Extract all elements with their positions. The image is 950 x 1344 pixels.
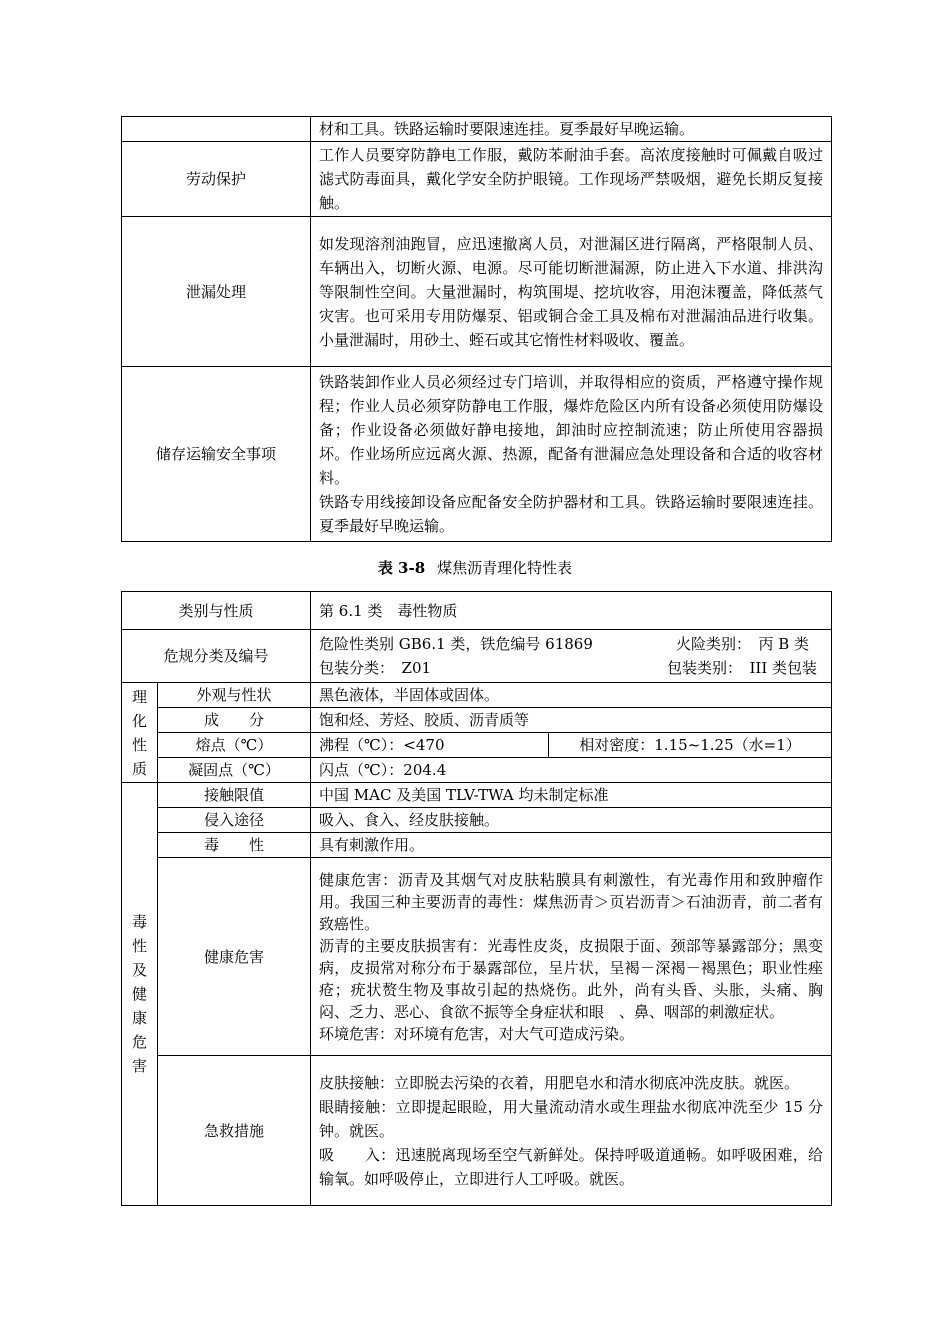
table-coal-tar-pitch (121, 591, 832, 1206)
table-row (122, 217, 832, 367)
table-row (122, 142, 832, 217)
group-char: 化 (131, 711, 147, 730)
group-char: 理 (131, 687, 147, 706)
group-char: 康 (131, 1009, 147, 1027)
route-value: 吸入、食入、经皮肤接触。 (311, 808, 832, 833)
flash-value: 闪点（℃）：204.4 (311, 758, 832, 783)
row-text: 材和工具。铁路运输时要限速连挂。夏季最好早晚运输。 (311, 117, 832, 142)
table-row (122, 783, 832, 808)
paragraph: 沥青的主要皮肤损害有：光毒性皮炎，皮损限于面、颈部等暴露部分；黑变病，皮损常对称分布于暴露部位，呈片状，呈褐－深褐－褐黑色；职业性痤疮；疣状赘生物及事故引起的热烧伤。此外，尚有头昏、头胀，头痛、胸闷、乏力、恶心、食欲不振等全身症状和眼 、鼻、咽部的刺激症状。 (319, 936, 824, 1021)
route-label: 侵入途径 (158, 808, 311, 833)
limit-value: 中国 MAC 及美国 TLV-TWA 均未制定标准 (311, 783, 832, 808)
row-label-leak-handling: 泄漏处理 (122, 217, 311, 367)
category-value: 第 6.1 类 毒性物质 (311, 592, 832, 630)
table-storage-safety (121, 116, 832, 542)
row-text (311, 367, 832, 542)
group-char: 质 (131, 759, 147, 778)
paragraph: 眼睛接触：立即提起眼睑，用大量流动清水或生理盐水彻底冲洗至少 15 分钟。就医。 (319, 1097, 824, 1140)
table-row (122, 858, 832, 1056)
toxicity-group-label (122, 783, 158, 1206)
table-caption (0, 557, 950, 579)
row-label-labor-protection: 劳动保护 (122, 142, 311, 217)
paragraph: 铁路装卸作业人员必须经过专门培训，并取得相应的资质，严格遵守操作规程；作业人员必须穿防静电工作服，爆炸危险区内所有设备必须使用防爆设备；作业设备必须做好静电接地，卸油时应控制流速；防止所使用容器损坏。作业场所应远离火源、热源，配备有泄漏应急处理设备和合适的收容材料。 (319, 373, 823, 487)
appearance-value: 黑色液体，半固体或固体。 (311, 683, 832, 708)
firstaid-label: 急救措施 (158, 1056, 311, 1206)
package-category: 包装类别： III 类包装 (666, 659, 818, 677)
melting-label: 熔点（℃） (158, 733, 311, 758)
table-row (122, 1056, 832, 1206)
row-text: 工作人员要穿防静电工作服，戴防苯耐油手套。高浓度接触时可佩戴自吸过滤式防毒面具，戴化学安全防护眼镜。工作现场严禁吸烟，避免长期反复接触。 (311, 142, 832, 217)
limit-label: 接触限值 (158, 783, 311, 808)
group-char: 性 (131, 735, 147, 754)
table-row (122, 733, 832, 758)
table-row (122, 630, 832, 683)
toxicity-label: 毒 性 (158, 833, 311, 858)
paragraph: 健康危害：沥青及其烟气对皮肤粘膜具有刺激性，有光毒作用和致肿瘤作用。我国三种主要沥青的毒性：煤焦沥青＞页岩沥青＞石油沥青，前二者有致癌性。 (319, 870, 824, 933)
group-char: 及 (131, 961, 147, 979)
paragraph: 环境危害：对环境有危害，对大气可造成污染。 (319, 1024, 635, 1043)
category-label: 类别与性质 (122, 592, 311, 630)
group-char: 健 (131, 985, 147, 1003)
package-class: 包装分类： Z01 (319, 659, 432, 677)
composition-value: 饱和烃、芳烃、胶质、沥青质等 (311, 708, 832, 733)
table-row (122, 367, 832, 542)
table-row (122, 117, 832, 142)
physchem-group-label (122, 683, 158, 783)
group-char: 性 (131, 937, 147, 955)
row-label-storage-transport: 储存运输安全事项 (122, 367, 311, 542)
group-char: 害 (131, 1057, 147, 1075)
caption-number: 表 3-8 (377, 559, 426, 577)
hazard-class: 危险性类别 GB6.1 类，铁危编号 61869 (319, 635, 593, 653)
paragraph: 吸 入：迅速脱离现场至空气新鲜处。保持呼吸道通畅。如呼吸困难，给输氧。如呼吸停止，立即进行人工呼吸。就医。 (319, 1145, 824, 1188)
row-text: 如发现溶剂油跑冒，应迅速撤离人员，对泄漏区进行隔离，严格限制人员、车辆出入，切断火源、电源。尽可能切断泄漏源，防止进入下水道、排洪沟等限制性空间。大量泄漏时，构筑围堤、挖坑收容，用泡沫覆盖，降低蒸气灾害。也可采用专用防爆泵、铝或铜合金工具及棉布对泄漏油品进行收集。小量泄漏时，用砂土、蛭石或其它惰性材料吸收、覆盖。 (311, 217, 832, 367)
toxicity-value: 具有刺激作用。 (311, 833, 832, 858)
composition-label: 成 分 (158, 708, 311, 733)
boiling-value: 沸程（℃）：<470 (311, 733, 549, 758)
group-char: 危 (131, 1033, 147, 1051)
caption-title: 煤焦沥青理化特性表 (437, 559, 573, 577)
health-value (311, 858, 832, 1056)
freezing-label: 凝固点（℃） (158, 758, 311, 783)
table-row (122, 758, 832, 783)
appearance-label: 外观与性状 (158, 683, 311, 708)
density-value: 相对密度：1.15~1.25（水=1） (549, 733, 832, 758)
table-row (122, 808, 832, 833)
hazard-value (311, 630, 832, 683)
paragraph: 铁路专用线接卸设备应配备安全防护器材和工具。铁路运输时要限速连挂。夏季最好早晚运输。 (319, 493, 823, 535)
hazard-label: 危规分类及编号 (122, 630, 311, 683)
fire-class: 火险类别： 丙 B 类 (675, 635, 810, 653)
row-label (122, 117, 311, 142)
table-row (122, 683, 832, 708)
group-char: 毒 (131, 913, 147, 931)
table-row (122, 708, 832, 733)
table-row (122, 833, 832, 858)
health-label: 健康危害 (158, 858, 311, 1056)
paragraph: 皮肤接触：立即脱去污染的衣着，用肥皂水和清水彻底冲洗皮肤。就医。 (319, 1073, 800, 1092)
table-row (122, 592, 832, 630)
firstaid-value (311, 1056, 832, 1206)
